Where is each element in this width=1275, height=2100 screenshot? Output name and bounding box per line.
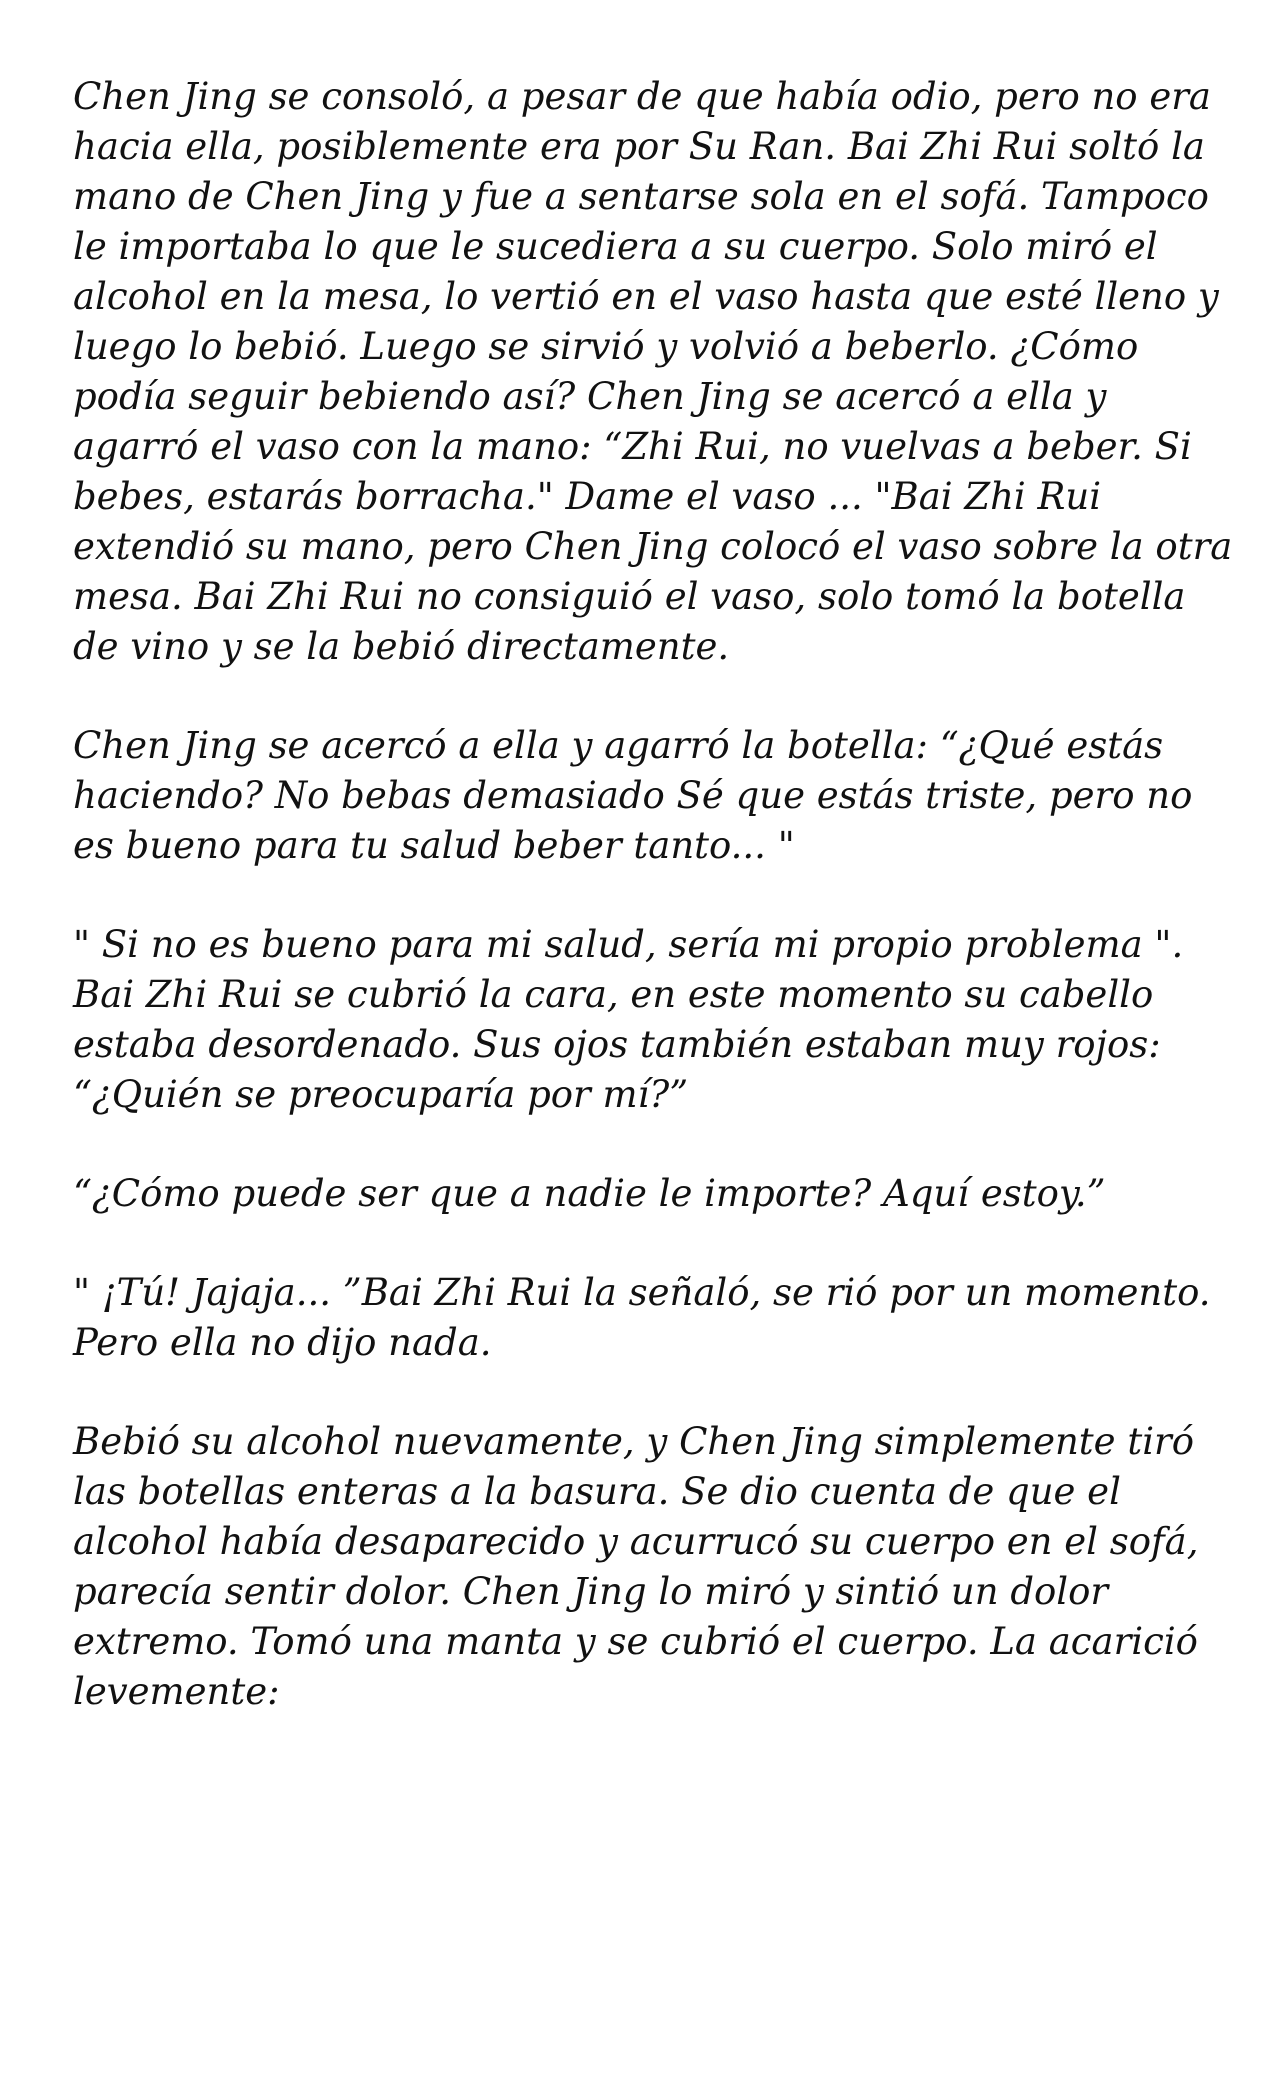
paragraph: " Si no es bueno para mi salud, sería mi propio problema ". Bai Zhi Rui se cubrió la cara, en este momento su cabello estaba desordenado. Sus ojos también estaban muy rojos: “¿Quién se preocuparía por mí?”: [73, 923, 1184, 1116]
paragraph: Bebió su alcohol nuevamente, y Chen Jing simplemente tiró las botellas enteras a la basura. Se dio cuenta de que el alcohol había desaparecido y acurrucó su cuerpo en el sofá, parecía sentir dolor. Chen Jing lo miró y sintió un dolor extremo. Tomó una manta y se cubrió el cuerpo. La acarició levemente:: [73, 1420, 1199, 1713]
paragraph: Chen Jing se consoló, a pesar de que había odio, pero no era hacia ella, posiblemente era por Su Ran. Bai Zhi Rui soltó la mano de Chen Jing y fue a sentarse sola en el sofá. Tampoco le importaba lo que le sucediera a su cuerpo. Solo miró el alcohol en la mesa, lo vertió en el vaso hasta que esté lleno y luego lo bebió. Luego se sirvió y volvió a beberlo. ¿Cómo podía seguir bebiendo así? Chen Jing se acercó a ella y agarró el vaso con la mano: “Zhi Rui, no vuelvas a beber. Si bebes, estarás borracha." Dame el vaso ... "Bai Zhi Rui extendió su mano, pero Chen Jing colocó el vaso sobre la otra mesa. Bai Zhi Rui no consiguió el vaso, solo tomó la botella de vino y se la bebió directamente.: [73, 75, 1233, 668]
paragraph: " ¡Tú! Jajaja... ”Bai Zhi Rui la señaló, se rió por un momento. Pero ella no dijo nada.: [73, 1271, 1211, 1364]
document-page: [73, 72, 1233, 1717]
paragraph: “¿Cómo puede ser que a nadie le importe? Aquí estoy.”: [73, 1172, 1106, 1215]
paragraph: Chen Jing se acercó a ella y agarró la botella: “¿Qué estás haciendo? No bebas demasiado Sé que estás triste, pero no es bueno para tu salud beber tanto... ": [73, 724, 1193, 867]
